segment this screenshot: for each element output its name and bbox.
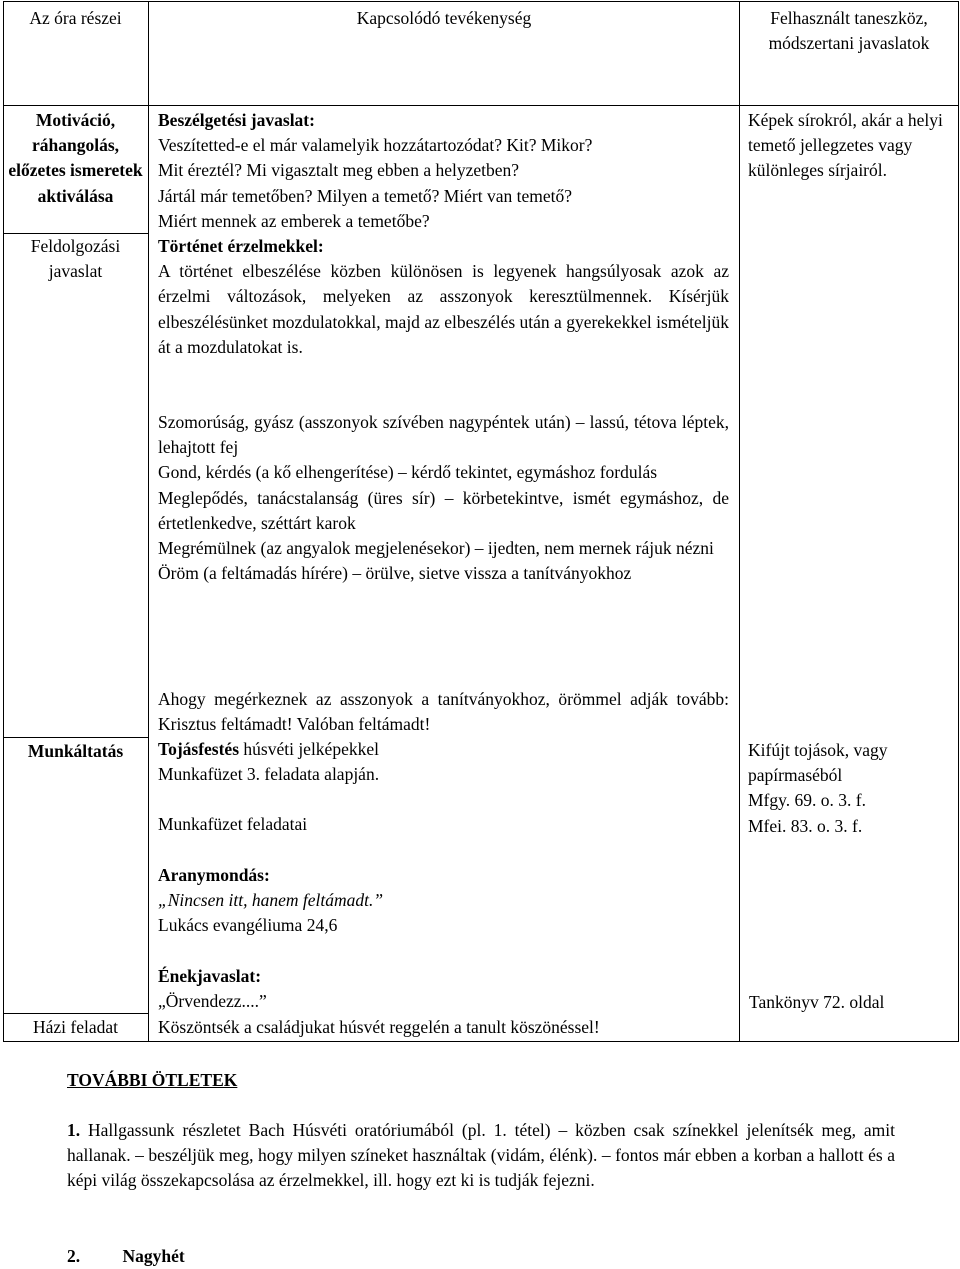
- header-cell-tools: Felhasznált taneszköz, módszertani javaslatok: [768, 8, 930, 54]
- enek-title: Énekjavaslat:: [158, 966, 262, 986]
- emotions-list: [158, 410, 729, 586]
- table-top-border: [3, 1, 959, 2]
- feldolgozas-title: Történet érzelmekkel:: [158, 236, 324, 256]
- motivacio-question: Mit éreztél? Mi vigasztalt meg ebben a helyzetben?: [158, 160, 520, 181]
- header-cell-parts: Az óra részei: [29, 8, 122, 28]
- part-munkaltatas: Munkáltatás: [27, 741, 124, 761]
- header-row-border: [3, 105, 959, 106]
- part-hazi: Házi feladat: [32, 1017, 118, 1037]
- part-motivacio: Motiváció, ráhangolás, előzetes ismeretek aktiválása: [8, 110, 143, 206]
- munkafuzet-feladatai: Munkafüzet feladatai: [158, 814, 308, 835]
- tojasfestes-text: húsvéti jelképekkel: [239, 739, 379, 759]
- tools-line: Mfei. 83. o. 3. f.: [748, 815, 863, 836]
- motivacio-tools: Képek sírokról, akár a helyi temető jellegzetes vagy különleges sírjairól.: [748, 110, 943, 181]
- idea-item-2-number: 2.: [67, 1246, 81, 1266]
- munkaltatas-tools: [748, 738, 953, 839]
- feldolgozas-closing: Ahogy megérkeznek az asszonyok a tanítványokhoz, örömmel adják tovább: Krisztus feltámadt! Valóban feltámadt!: [158, 689, 729, 735]
- emotion-item: Megrémülnek (az angyalok megjelenésekor) – ijedten, nem mernek rájuk nézni: [158, 538, 714, 559]
- munkaltatas-content: [158, 737, 733, 838]
- table-bottom-border: [3, 1041, 959, 1042]
- aranymondas-title: Aranymondás:: [158, 865, 270, 885]
- idea-item-2: [67, 1244, 185, 1269]
- tools-tankonyv: Tankönyv 72. oldal: [749, 992, 885, 1012]
- idea-item-1-text: Hallgassunk részletet Bach Húsvéti oratóriumából (pl. 1. tétel) – közben csak színekkel jelenítsék meg, amit hallanak. – beszéljük meg, hogy milyen színeket használtak (vidám, élénk). – fontos már ebben a korban a hallott és a képi világ összekapcsolása az érzelmekkel, ill. hogy ezt ki is tudják fejezni.: [67, 1120, 895, 1191]
- motivacio-content: [158, 108, 733, 234]
- aranymondas-reference: Lukács evangéliuma 24,6: [158, 915, 338, 936]
- hazi-row-border: [3, 1013, 148, 1014]
- aranymondas-block: [158, 863, 733, 939]
- table-left-border: [3, 1, 4, 1042]
- further-ideas-heading: TOVÁBBI ÖTLETEK: [67, 1070, 238, 1090]
- part-feldolgozas: Feldolgozási javaslat: [30, 236, 121, 282]
- motivacio-question: Jártál már temetőben? Milyen a temető? Miért van temető?: [158, 185, 573, 206]
- emotion-item: Meglepődés, tanácstalanság (üres sír) – körbetekintve, ismét egymáshoz, de értetlenkedve, széttárt karok: [158, 487, 729, 533]
- munkafuzet-line: Munkafüzet 3. feladata alapján.: [158, 764, 380, 785]
- munkaltatas-row-border: [3, 737, 148, 738]
- emotion-item: Szomorúság, gyász (asszonyok szívében nagypéntek után) – lassú, tétova léptek, lehajtott fej: [158, 412, 729, 458]
- column-divider-1: [148, 1, 149, 1042]
- column-divider-2: [739, 1, 740, 1042]
- emotion-item: Gond, kérdés (a kő elhengerítése) – kérdő tekintet, egymáshoz fordulás: [158, 462, 658, 483]
- tools-line: Mfgy. 69. o. 3. f.: [748, 790, 866, 811]
- feldolgozas-content: [158, 234, 729, 360]
- motivacio-question: Miért mennek az emberek a temetőbe?: [158, 210, 430, 231]
- header-cell-activity: Kapcsolódó tevékenység: [356, 8, 532, 28]
- motivacio-question: Veszítetted-e el már valamelyik hozzátartozódat? Kit? Mikor?: [158, 135, 593, 156]
- enek-text: „Örvendezz....”: [158, 991, 267, 1012]
- motivacio-title: Beszélgetési javaslat:: [158, 110, 315, 130]
- idea-item-1-number: 1.: [67, 1120, 81, 1140]
- feldolgozas-paragraph: A történet elbeszélése közben különösen is legyenek hangsúlyosak azok az érzelmi változások, melyeken az asszonyok keresztülmennek. Kísérjük elbeszélésünket mozdulatokkal, majd az elbeszélés után a gyerekekkel ismételjük át a mozdulatokat is.: [158, 261, 729, 357]
- tojasfestes-label: Tojásfestés: [158, 739, 240, 759]
- emotion-item: Öröm (a feltámadás hírére) – örülve, sietve vissza a tanítványokhoz: [158, 563, 632, 584]
- idea-item-1: [67, 1118, 895, 1194]
- idea-item-2-text: Nagyhét: [122, 1246, 185, 1266]
- tools-line: papírmaséból: [748, 765, 843, 786]
- tools-line: Kifújt tojások, vagy: [748, 740, 888, 760]
- tojasfestes-line: [158, 737, 733, 762]
- enek-block: [158, 964, 733, 1014]
- hazi-text: Köszöntsék a családjukat húsvét reggelén a tanult köszönéssel!: [158, 1017, 600, 1037]
- table-right-border: [958, 1, 959, 1042]
- aranymondas-text: „Nincsen itt, hanem feltámadt.”: [158, 890, 384, 911]
